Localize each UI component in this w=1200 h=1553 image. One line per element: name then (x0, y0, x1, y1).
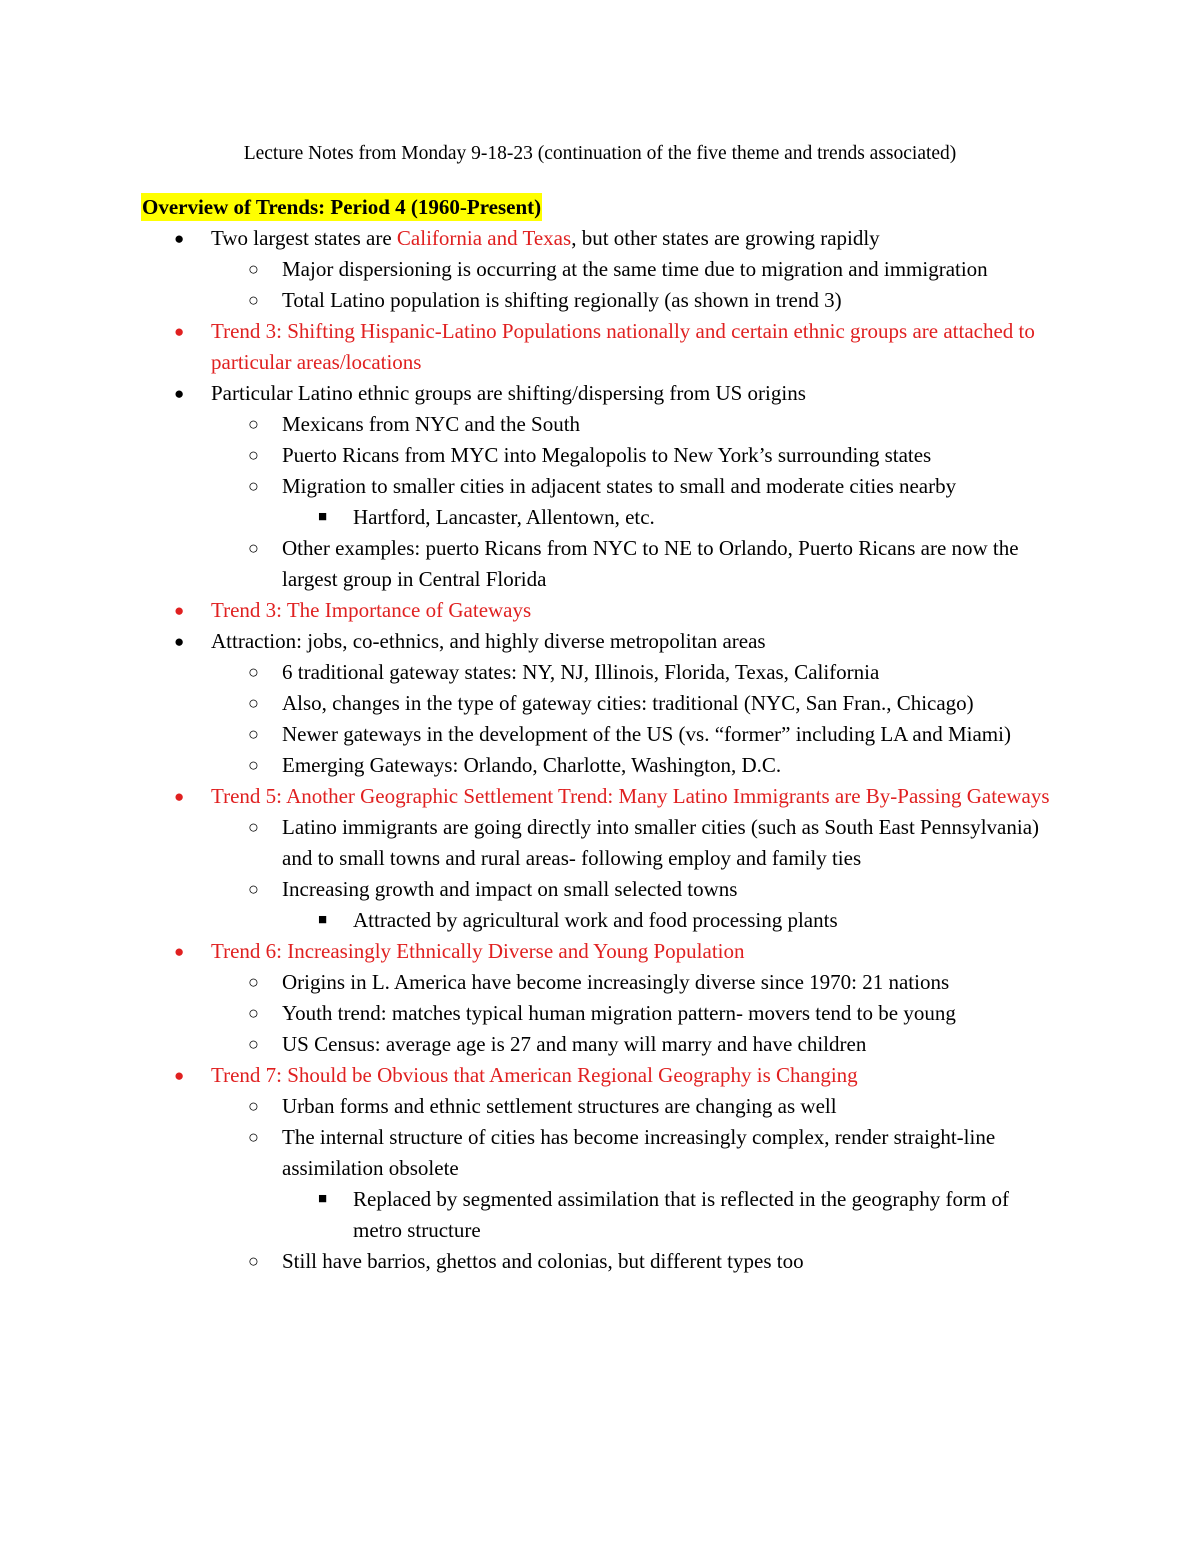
trend-heading-item (174, 316, 1071, 378)
circle-bullet-icon: ○ (248, 662, 259, 682)
item-text: Two largest states are (211, 226, 397, 250)
circle-bullet-icon: ○ (248, 1034, 259, 1054)
item-text: US Census: average age is 27 and many will marry and have children (282, 1032, 867, 1056)
outline-item-level-2 (248, 1091, 1072, 1122)
outline-item-level-2 (248, 719, 1072, 750)
item-text: 6 traditional gateway states: NY, NJ, Illinois, Florida, Texas, California (282, 660, 880, 684)
bullet-icon: ● (174, 787, 185, 806)
circle-bullet-icon: ○ (248, 290, 259, 310)
outline-item-level-2 (248, 1029, 1072, 1060)
outline-item-level-2 (248, 657, 1072, 688)
item-text: Migration to smaller cities in adjacent states to small and moderate cities nearby (282, 474, 957, 498)
item-text: Replaced by segmented assimilation that is reflected in the geography form of metro structure (353, 1187, 1010, 1242)
item-text: Trend 3: Shifting Hispanic-Latino Populations nationally and certain ethnic groups are attached to particular areas/locations (211, 319, 1035, 374)
circle-bullet-icon: ○ (248, 445, 259, 465)
circle-bullet-icon: ○ (248, 972, 259, 992)
outline-item-level-1 (174, 223, 1071, 254)
item-text: Trend 5: Another Geographic Settlement Trend: Many Latino Immigrants are By-Passing Gateways (211, 784, 1050, 808)
outline-item-level-2 (248, 967, 1072, 998)
circle-bullet-icon: ○ (248, 1127, 259, 1147)
bullet-icon: ● (174, 942, 185, 961)
item-text: Still have barrios, ghettos and colonias, but different types too (282, 1249, 804, 1273)
bullet-icon: ● (174, 322, 185, 341)
item-text: Latino immigrants are going directly into smaller cities (such as South East Pennsylvania) and to small towns and rural areas- following employ and family ties (282, 815, 1040, 870)
item-text: Increasing growth and impact on small selected towns (282, 877, 738, 901)
item-text: The internal structure of cities has become increasingly complex, render straight-line assimilation obsolete (282, 1125, 996, 1180)
outline-item-level-2 (248, 471, 1072, 502)
item-text: Also, changes in the type of gateway cities: traditional (NYC, San Fran., Chicago) (282, 691, 974, 715)
circle-bullet-icon: ○ (248, 1251, 259, 1271)
outline-item-level-2 (248, 440, 1072, 471)
item-text: Attracted by agricultural work and food processing plants (353, 908, 838, 932)
circle-bullet-icon: ○ (248, 259, 259, 279)
item-text: Trend 6: Increasingly Ethnically Diverse and Young Population (211, 939, 745, 963)
outline-item-level-3 (318, 905, 1053, 936)
outline-item-level-3 (318, 1184, 1053, 1246)
circle-bullet-icon: ○ (248, 693, 259, 713)
outline-item-level-2 (248, 812, 1072, 874)
bullet-icon: ● (174, 632, 185, 651)
item-text: Newer gateways in the development of the US (vs. “former” including LA and Miami) (282, 722, 1011, 746)
item-text: , but other states are growing rapidly (571, 226, 880, 250)
item-text: Other examples: puerto Ricans from NYC to NE to Orlando, Puerto Ricans are now the largest group in Central Florida (282, 536, 1019, 591)
outline-item-level-2 (248, 688, 1072, 719)
item-text: Particular Latino ethnic groups are shifting/dispersing from US origins (211, 381, 806, 405)
circle-bullet-icon: ○ (248, 724, 259, 744)
highlighted-text: California and Texas (396, 226, 572, 250)
outline-item-level-2 (248, 285, 1072, 316)
square-bullet-icon: ■ (318, 912, 328, 928)
section-heading: Overview of Trends: Period 4 (1960-Present) (142, 195, 542, 219)
trend-heading-item (174, 1060, 1071, 1091)
outline-item-level-2 (248, 254, 1072, 285)
outline-item-level-2 (248, 409, 1072, 440)
document-title: Lecture Notes from Monday 9-18-23 (continuation of the five theme and trends associated) (243, 143, 957, 164)
circle-bullet-icon: ○ (248, 476, 259, 496)
outline-item-level-2 (248, 1122, 1072, 1184)
circle-bullet-icon: ○ (248, 1096, 259, 1116)
trend-heading-item (174, 936, 1071, 967)
circle-bullet-icon: ○ (248, 414, 259, 434)
circle-bullet-icon: ○ (248, 879, 259, 899)
outline-item-level-3 (318, 502, 1053, 533)
circle-bullet-icon: ○ (248, 1003, 259, 1023)
item-text: Youth trend: matches typical human migration pattern- movers tend to be young (282, 1001, 956, 1025)
trend-heading-item (174, 595, 1071, 626)
item-text: Hartford, Lancaster, Allentown, etc. (353, 505, 655, 529)
trend-heading-item (174, 781, 1071, 812)
circle-bullet-icon: ○ (248, 538, 259, 558)
item-text: Trend 7: Should be Obvious that American Regional Geography is Changing (211, 1063, 858, 1087)
circle-bullet-icon: ○ (248, 817, 259, 837)
item-text: Major dispersioning is occurring at the same time due to migration and immigration (282, 257, 988, 281)
item-text: Trend 3: The Importance of Gateways (211, 598, 532, 622)
outline-item-level-2 (248, 1246, 1072, 1277)
item-text: Attraction: jobs, co-ethnics, and highly diverse metropolitan areas (211, 629, 766, 653)
circle-bullet-icon: ○ (248, 755, 259, 775)
outline-item-level-1 (174, 626, 1071, 657)
item-text: Urban forms and ethnic settlement structures are changing as well (282, 1094, 837, 1118)
bullet-icon: ● (174, 384, 185, 403)
outline-item-level-1 (174, 378, 1071, 409)
outline-item-level-2 (248, 998, 1072, 1029)
bullet-icon: ● (174, 229, 185, 248)
notes-outline (0, 223, 1200, 1277)
item-text: Puerto Ricans from MYC into Megalopolis to New York’s surrounding states (282, 443, 932, 467)
item-text: Total Latino population is shifting regionally (as shown in trend 3) (282, 288, 842, 312)
item-text: Origins in L. America have become increasingly diverse since 1970: 21 nations (282, 970, 950, 994)
square-bullet-icon: ■ (318, 509, 328, 525)
outline-item-level-2 (248, 533, 1072, 595)
item-text: Mexicans from NYC and the South (282, 412, 581, 436)
square-bullet-icon: ■ (318, 1191, 328, 1207)
bullet-icon: ● (174, 601, 185, 620)
item-text: Emerging Gateways: Orlando, Charlotte, Washington, D.C. (282, 753, 782, 777)
outline-item-level-2 (248, 750, 1072, 781)
outline-item-level-2 (248, 874, 1072, 905)
bullet-icon: ● (174, 1066, 185, 1085)
